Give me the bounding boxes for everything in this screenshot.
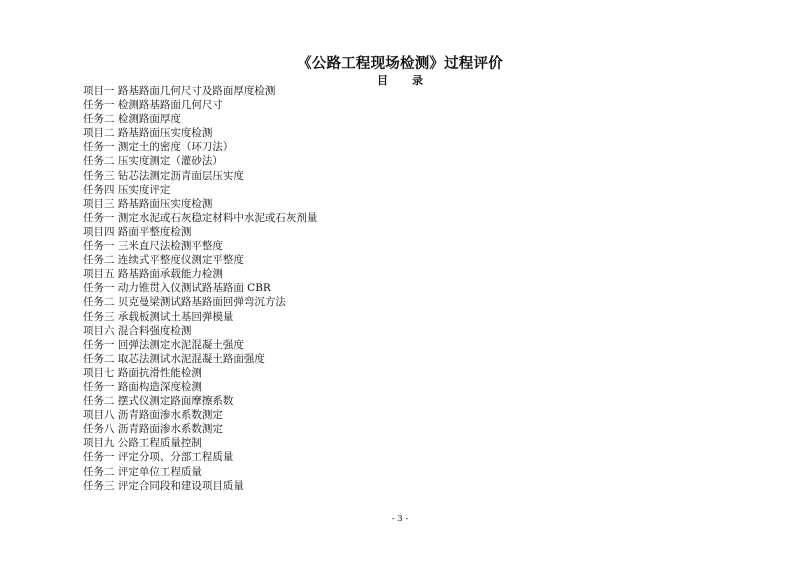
toc-entry: 项目七 路面抗滑性能检测 — [83, 366, 202, 379]
table-of-contents — [83, 84, 317, 493]
toc-entry: 任务八 沥青路面渗水系数测定 — [83, 423, 223, 436]
toc-entry: 任务四 压实度评定 — [83, 183, 171, 196]
toc-entry: 任务二 压实度测定（灌砂法） — [83, 155, 223, 168]
toc-entry: 任务一 三米直尺法检测平整度 — [83, 240, 223, 253]
toc-entry: 项目一 路基路面几何尺寸及路面厚度检测 — [83, 85, 276, 97]
document-title: 《公路工程现场检测》过程评价 — [297, 55, 503, 72]
toc-entry: 项目四 路面平整度检测 — [83, 225, 192, 238]
toc-heading-left: 目 — [377, 74, 388, 87]
toc-entry: 项目二 路基路面压实度检测 — [83, 127, 213, 140]
toc-entry: 任务三 承载板测试土基回弹模量 — [83, 310, 234, 323]
toc-entry: 任务一 回弹法测定水泥混凝土强度 — [83, 338, 244, 351]
toc-entry: 项目九 公路工程质量控制 — [83, 437, 202, 450]
toc-entry: 任务三 评定合同段和建设项目质量 — [83, 479, 244, 492]
toc-entry: 任务一 检测路基路面几何尺寸 — [83, 99, 223, 112]
toc-entry: 任务二 摆式仪测定路面摩擦系数 — [83, 395, 234, 408]
toc-entry: 任务二 检测路面厚度 — [83, 113, 181, 126]
toc-entry: 项目八 沥青路面渗水系数测定 — [83, 409, 223, 422]
toc-entry: 项目五 路基路面承载能力检测 — [83, 268, 223, 281]
page-number: - 3 - — [391, 514, 409, 524]
toc-entry: 任务二 取芯法测试水泥混凝土路面强度 — [83, 352, 265, 365]
toc-entry: 任务一 测定水泥或石灰稳定材料中水泥或石灰剂量 — [83, 211, 318, 224]
toc-entry: 任务二 连续式平整度仪测定平整度 — [83, 254, 244, 267]
toc-entry: 任务一 路面构造深度检测 — [83, 380, 202, 393]
toc-entry: 任务二 评定单位工程质量 — [83, 465, 202, 478]
toc-entry: 项目六 混合料强度检测 — [83, 324, 192, 337]
toc-entry: 任务三 钻芯法测定沥青面层压实度 — [83, 169, 244, 182]
toc-entry: 项目三 路基路面压实度检测 — [83, 197, 213, 210]
toc-heading-right: 录 — [412, 74, 423, 87]
toc-entry: 任务一 动力锥贯入仪测试路基路面 CBR — [83, 282, 271, 295]
toc-entry: 任务一 评定分项、分部工程质量 — [83, 451, 234, 464]
toc-entry: 任务二 贝克曼梁测试路基路面回弹弯沉方法 — [83, 296, 286, 309]
toc-entry: 任务一 测定土的密度（环刀法） — [83, 141, 234, 154]
